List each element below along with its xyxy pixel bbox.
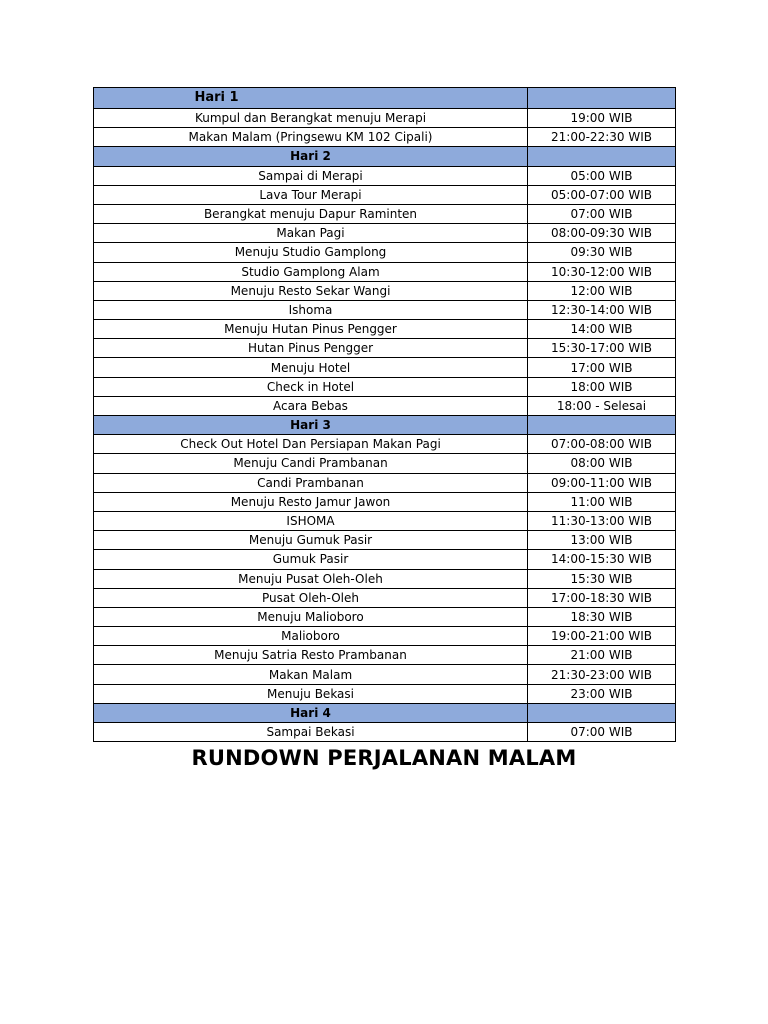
activity-cell <box>94 588 528 607</box>
activity-cell <box>94 243 528 262</box>
activity-cell <box>94 339 528 358</box>
schedule-row <box>94 684 676 703</box>
time-cell: 12:30-14:00 WIB <box>528 300 676 319</box>
time-cell: 15:30-17:00 WIB <box>528 339 676 358</box>
activity-cell <box>94 224 528 243</box>
schedule-row <box>94 300 676 319</box>
day-header-row <box>94 147 676 166</box>
time-cell: 17:00 WIB <box>528 358 676 377</box>
schedule-row <box>94 320 676 339</box>
activity-cell <box>94 684 528 703</box>
schedule-row <box>94 204 676 223</box>
activity-cell <box>94 128 528 147</box>
activity-label: ISHOMA <box>286 514 335 529</box>
day-label-cell <box>94 703 528 722</box>
activity-label: Check in Hotel <box>266 379 355 394</box>
day-label: Hari 4 <box>290 705 331 720</box>
schedule-row <box>94 607 676 626</box>
schedule-row <box>94 109 676 128</box>
activity-cell <box>94 300 528 319</box>
activity-cell <box>94 665 528 684</box>
activity-cell <box>94 569 528 588</box>
day-label-cell <box>94 416 528 435</box>
time-cell: 05:00 WIB <box>528 166 676 185</box>
activity-label: Menuju Malioboro <box>257 609 364 624</box>
activity-cell <box>94 473 528 492</box>
schedule-row <box>94 262 676 281</box>
time-cell: 08:00-09:30 WIB <box>528 224 676 243</box>
schedule-row <box>94 569 676 588</box>
day-label: Hari 1 <box>194 90 239 105</box>
activity-cell <box>94 185 528 204</box>
day-label-cell <box>94 88 528 109</box>
schedule-row <box>94 396 676 415</box>
schedule-table <box>93 87 676 742</box>
schedule-table-body <box>94 88 676 742</box>
activity-cell <box>94 281 528 300</box>
activity-label: Menuju Resto Sekar Wangi <box>230 283 391 298</box>
day-header-row <box>94 88 676 109</box>
time-cell: 11:00 WIB <box>528 492 676 511</box>
activity-cell <box>94 627 528 646</box>
activity-label: Acara Bebas <box>273 398 348 413</box>
time-cell: 17:00-18:30 WIB <box>528 588 676 607</box>
time-cell: 11:30-13:00 WIB <box>528 511 676 530</box>
time-cell: 05:00-07:00 WIB <box>528 185 676 204</box>
activity-cell <box>94 377 528 396</box>
schedule-row <box>94 339 676 358</box>
activity-cell <box>94 358 528 377</box>
activity-label: Menuju Gumuk Pasir <box>248 533 373 548</box>
time-cell: 18:00 - Selesai <box>528 396 676 415</box>
activity-cell <box>94 511 528 530</box>
time-cell: 14:00-15:30 WIB <box>528 550 676 569</box>
schedule-row <box>94 492 676 511</box>
day-time-cell <box>528 703 676 722</box>
activity-cell <box>94 531 528 550</box>
day-header-row <box>94 416 676 435</box>
schedule-row <box>94 531 676 550</box>
schedule-row <box>94 646 676 665</box>
activity-cell <box>94 550 528 569</box>
schedule-row <box>94 550 676 569</box>
activity-label: Menuju Studio Gamplong <box>234 245 387 260</box>
activity-label: Sampai di Merapi <box>258 168 363 183</box>
schedule-row <box>94 185 676 204</box>
schedule-row <box>94 511 676 530</box>
time-cell: 12:00 WIB <box>528 281 676 300</box>
time-cell: 19:00-21:00 WIB <box>528 627 676 646</box>
day-label: Hari 3 <box>290 418 331 433</box>
activity-label: Candi Prambanan <box>257 475 364 490</box>
activity-cell <box>94 435 528 454</box>
time-cell: 23:00 WIB <box>528 684 676 703</box>
activity-label: Menuju Pusat Oleh-Oleh <box>238 571 383 586</box>
schedule-row <box>94 281 676 300</box>
activity-label: Sampai Bekasi <box>266 725 355 740</box>
activity-label: Malioboro <box>281 629 340 644</box>
time-cell: 07:00 WIB <box>528 723 676 742</box>
activity-label: Ishoma <box>288 302 333 317</box>
day-time-cell <box>528 88 676 109</box>
activity-label: Makan Malam (Pringsewu KM 102 Cipali) <box>188 130 433 145</box>
activity-label: Menuju Satria Resto Prambanan <box>214 648 407 663</box>
schedule-row <box>94 473 676 492</box>
time-cell: 21:00 WIB <box>528 646 676 665</box>
time-cell: 18:00 WIB <box>528 377 676 396</box>
activity-label: Berangkat menuju Dapur Raminten <box>203 207 418 222</box>
schedule-row <box>94 166 676 185</box>
activity-label: Makan Pagi <box>276 226 345 241</box>
activity-label: Menuju Candi Prambanan <box>233 456 388 471</box>
activity-cell <box>94 166 528 185</box>
activity-cell <box>94 454 528 473</box>
time-cell: 10:30-12:00 WIB <box>528 262 676 281</box>
activity-label: Hutan Pinus Pengger <box>247 341 374 356</box>
time-cell: 15:30 WIB <box>528 569 676 588</box>
day-time-cell <box>528 416 676 435</box>
activity-cell <box>94 109 528 128</box>
schedule-row <box>94 435 676 454</box>
day-label: Hari 2 <box>290 149 331 164</box>
time-cell: 07:00 WIB <box>528 204 676 223</box>
activity-label: Menuju Resto Jamur Jawon <box>230 494 391 509</box>
day-header-row <box>94 703 676 722</box>
time-cell: 13:00 WIB <box>528 531 676 550</box>
activity-cell <box>94 723 528 742</box>
time-cell: 09:00-11:00 WIB <box>528 473 676 492</box>
activity-cell <box>94 320 528 339</box>
activity-cell <box>94 262 528 281</box>
activity-cell <box>94 646 528 665</box>
activity-label: Check Out Hotel Dan Persiapan Makan Pagi <box>180 437 441 452</box>
activity-label: Studio Gamplong Alam <box>241 264 380 279</box>
day-label-cell <box>94 147 528 166</box>
document-title: RUNDOWN PERJALANAN MALAM <box>191 746 577 770</box>
schedule-row <box>94 723 676 742</box>
schedule-row <box>94 588 676 607</box>
time-cell: 21:30-23:00 WIB <box>528 665 676 684</box>
activity-label: Gumuk Pasir <box>272 552 349 567</box>
schedule-row <box>94 377 676 396</box>
activity-cell <box>94 204 528 223</box>
activity-label: Menuju Bekasi <box>267 686 354 701</box>
day-time-cell <box>528 147 676 166</box>
activity-label: Pusat Oleh-Oleh <box>262 590 359 605</box>
activity-cell <box>94 492 528 511</box>
schedule-row <box>94 224 676 243</box>
schedule-row <box>94 358 676 377</box>
schedule-row <box>94 627 676 646</box>
activity-label: Menuju Hutan Pinus Pengger <box>224 322 397 337</box>
time-cell: 21:00-22:30 WIB <box>528 128 676 147</box>
activity-label: Makan Malam <box>268 667 353 682</box>
schedule-row <box>94 454 676 473</box>
activity-label: Kumpul dan Berangkat menuju Merapi <box>194 111 427 126</box>
schedule-row <box>94 243 676 262</box>
activity-cell <box>94 396 528 415</box>
time-cell: 08:00 WIB <box>528 454 676 473</box>
activity-label: Lava Tour Merapi <box>259 187 362 202</box>
activity-label: Menuju Hotel <box>270 360 351 375</box>
time-cell: 19:00 WIB <box>528 109 676 128</box>
time-cell: 14:00 WIB <box>528 320 676 339</box>
time-cell: 18:30 WIB <box>528 607 676 626</box>
schedule-row <box>94 665 676 684</box>
activity-cell <box>94 607 528 626</box>
time-cell: 07:00-08:00 WIB <box>528 435 676 454</box>
schedule-row <box>94 128 676 147</box>
time-cell: 09:30 WIB <box>528 243 676 262</box>
